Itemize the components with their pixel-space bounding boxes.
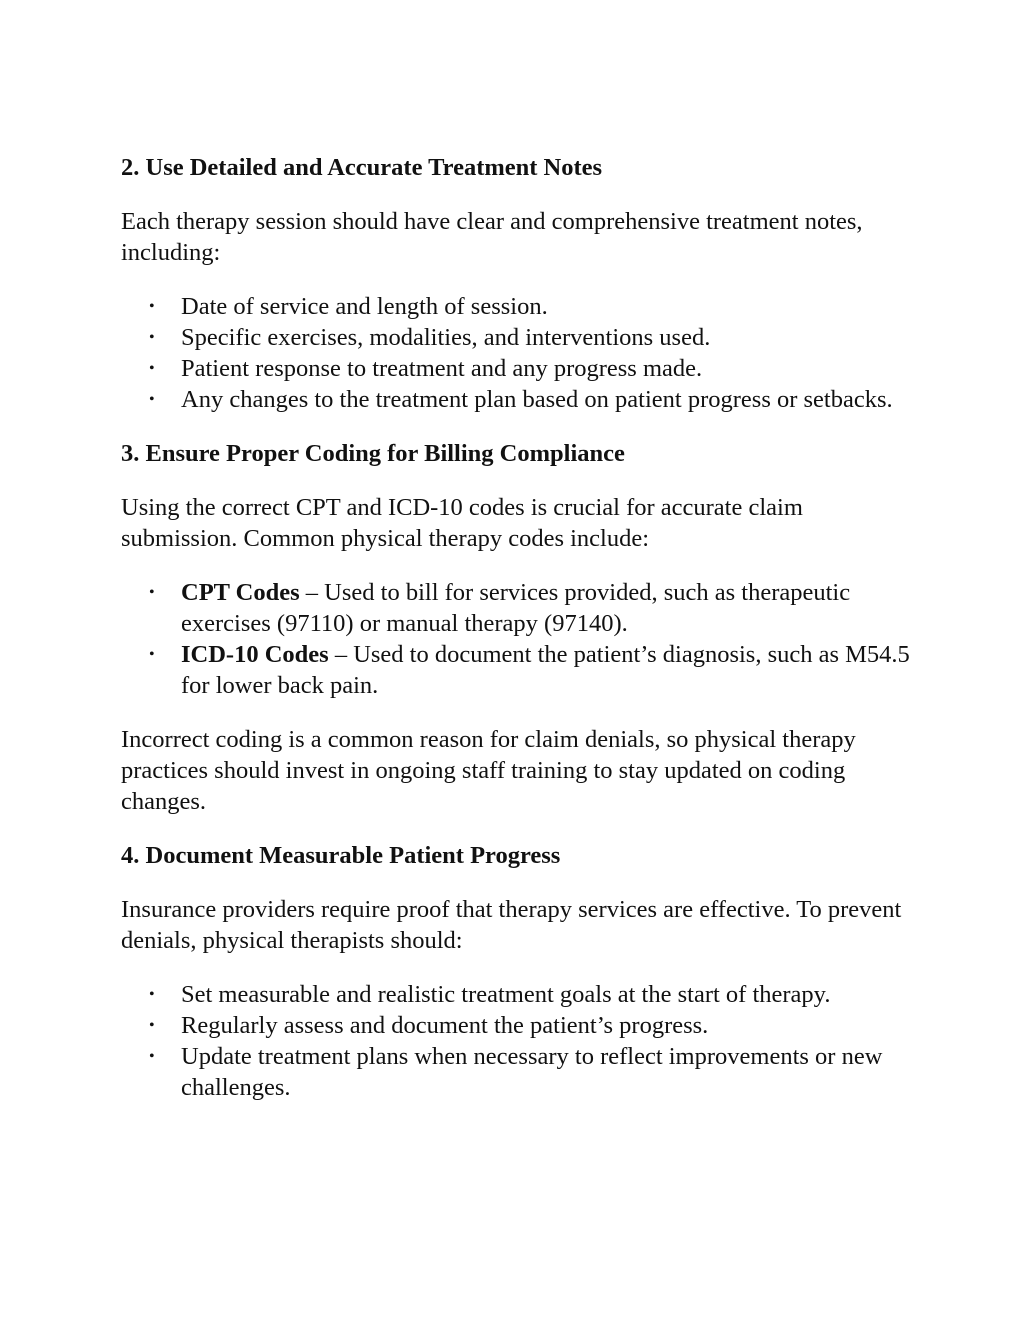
bullet-icon: • [149, 1048, 155, 1065]
bullet-icon: • [149, 584, 155, 601]
bullet-icon: • [149, 986, 155, 1003]
list-item [121, 322, 911, 353]
section-intro: Insurance providers require proof that therapy services are effective. To prevent denials, physical therapists should: [121, 896, 902, 954]
section-heading: 2. Use Detailed and Accurate Treatment Notes [121, 154, 603, 181]
list-item-text: – Used to document the patient’s diagnosis, such as M54.5 for lower back pain. [181, 641, 910, 699]
section-patient-progress [121, 840, 911, 1103]
list-item [121, 353, 911, 384]
list-item-term: CPT Codes [181, 579, 300, 606]
bullet-list [121, 291, 911, 415]
bullet-icon: • [149, 298, 155, 315]
bullet-list [121, 979, 911, 1103]
section-treatment-notes [121, 152, 911, 415]
list-item-text: Update treatment plans when necessary to reflect improvements or new challenges. [181, 1043, 883, 1101]
section-heading: 4. Document Measurable Patient Progress [121, 842, 561, 869]
list-item-text: Any changes to the treatment plan based on patient progress or setbacks. [181, 386, 893, 413]
list-item-text: Regularly assess and document the patient’s progress. [181, 1012, 709, 1039]
list-item [121, 577, 911, 639]
list-item-term: ICD-10 Codes [181, 641, 329, 668]
section-intro: Each therapy session should have clear and comprehensive treatment notes, including: [121, 208, 863, 266]
bullet-icon: • [149, 1017, 155, 1034]
document-page [121, 152, 911, 1126]
list-item [121, 1010, 911, 1041]
list-item-text: Date of service and length of session. [181, 293, 548, 320]
list-item-text: Patient response to treatment and any progress made. [181, 355, 703, 382]
section-coding-compliance [121, 438, 911, 817]
section-heading: 3. Ensure Proper Coding for Billing Compliance [121, 440, 625, 467]
bullet-list [121, 577, 911, 701]
list-item [121, 1041, 911, 1103]
section-outro: Incorrect coding is a common reason for claim denials, so physical therapy practices should invest in ongoing staff training to stay updated on coding changes. [121, 726, 856, 815]
list-item-text: Specific exercises, modalities, and interventions used. [181, 324, 711, 351]
list-item [121, 639, 911, 701]
bullet-icon: • [149, 646, 155, 663]
bullet-icon: • [149, 360, 155, 377]
list-item [121, 384, 911, 415]
bullet-icon: • [149, 391, 155, 408]
list-item [121, 291, 911, 322]
list-item-text: – Used to bill for services provided, such as therapeutic exercises (97110) or manual therapy (97140). [181, 579, 851, 637]
list-item-text: Set measurable and realistic treatment goals at the start of therapy. [181, 981, 831, 1008]
list-item [121, 979, 911, 1010]
section-intro: Using the correct CPT and ICD-10 codes is crucial for accurate claim submission. Common physical therapy codes include: [121, 494, 803, 552]
bullet-icon: • [149, 329, 155, 346]
